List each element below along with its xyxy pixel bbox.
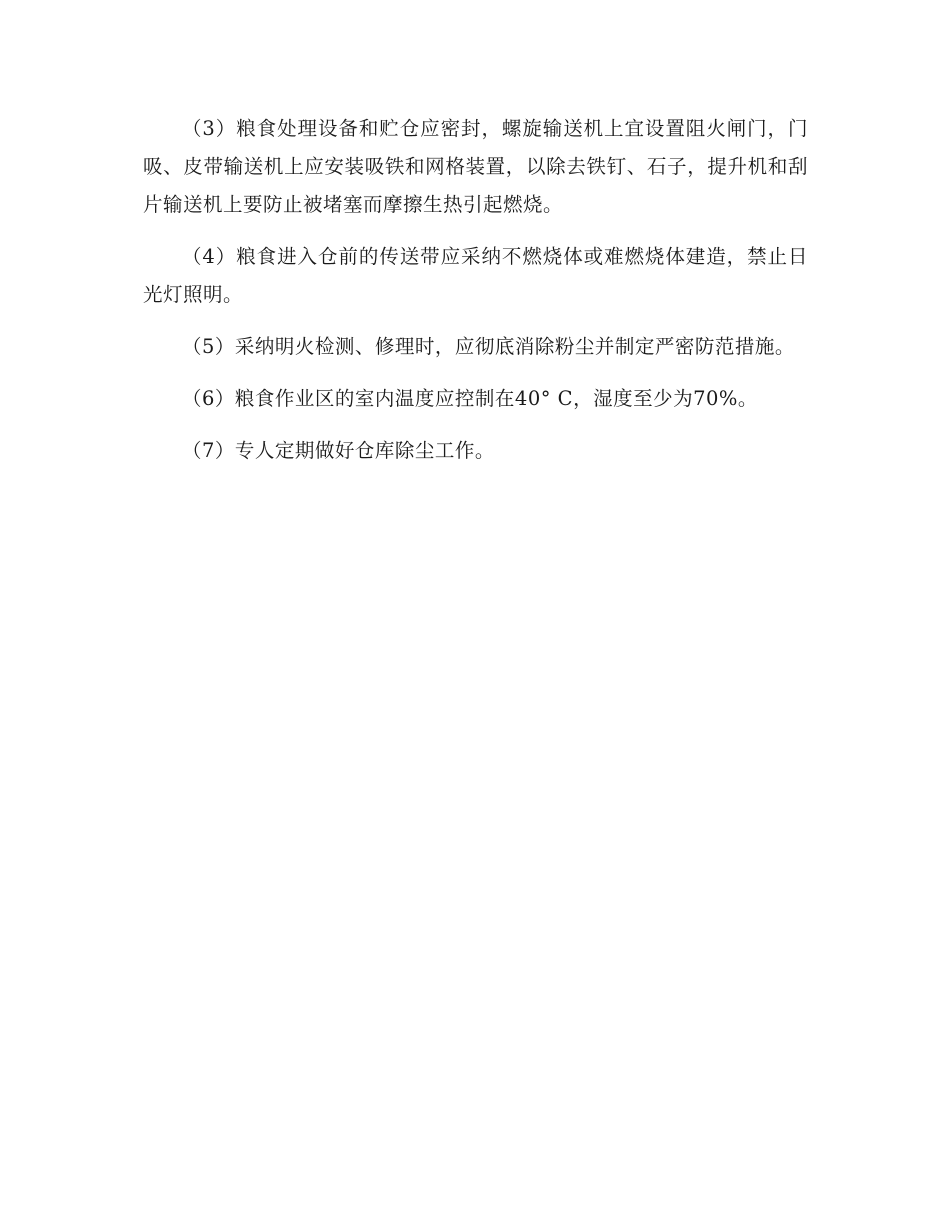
- paragraph-5: （5）采纳明火检测、修理时，应彻底消除粉尘并制定严密防范措施。: [182, 335, 795, 358]
- paragraph-6: （6）粮食作业区的室内温度应控制在40° C，湿度至少为70%。: [182, 387, 758, 410]
- document-body: [143, 110, 808, 484]
- paragraph-3: （3）粮食处理设备和贮仓应密封，螺旋输送机上宜设置阻火闸门，门吸、皮带输送机上应安装吸铁和网格装置，以除去铁钉、石子，提升机和刮片输送机上要防止被堵塞而摩擦生热引起燃烧。: [143, 117, 808, 216]
- paragraph-4: （4）粮食进入仓前的传送带应采纳不燃烧体或难燃烧体建造，禁止日光灯照明。: [143, 245, 808, 306]
- paragraph-7: （7）专人定期做好仓库除尘工作。: [182, 439, 495, 462]
